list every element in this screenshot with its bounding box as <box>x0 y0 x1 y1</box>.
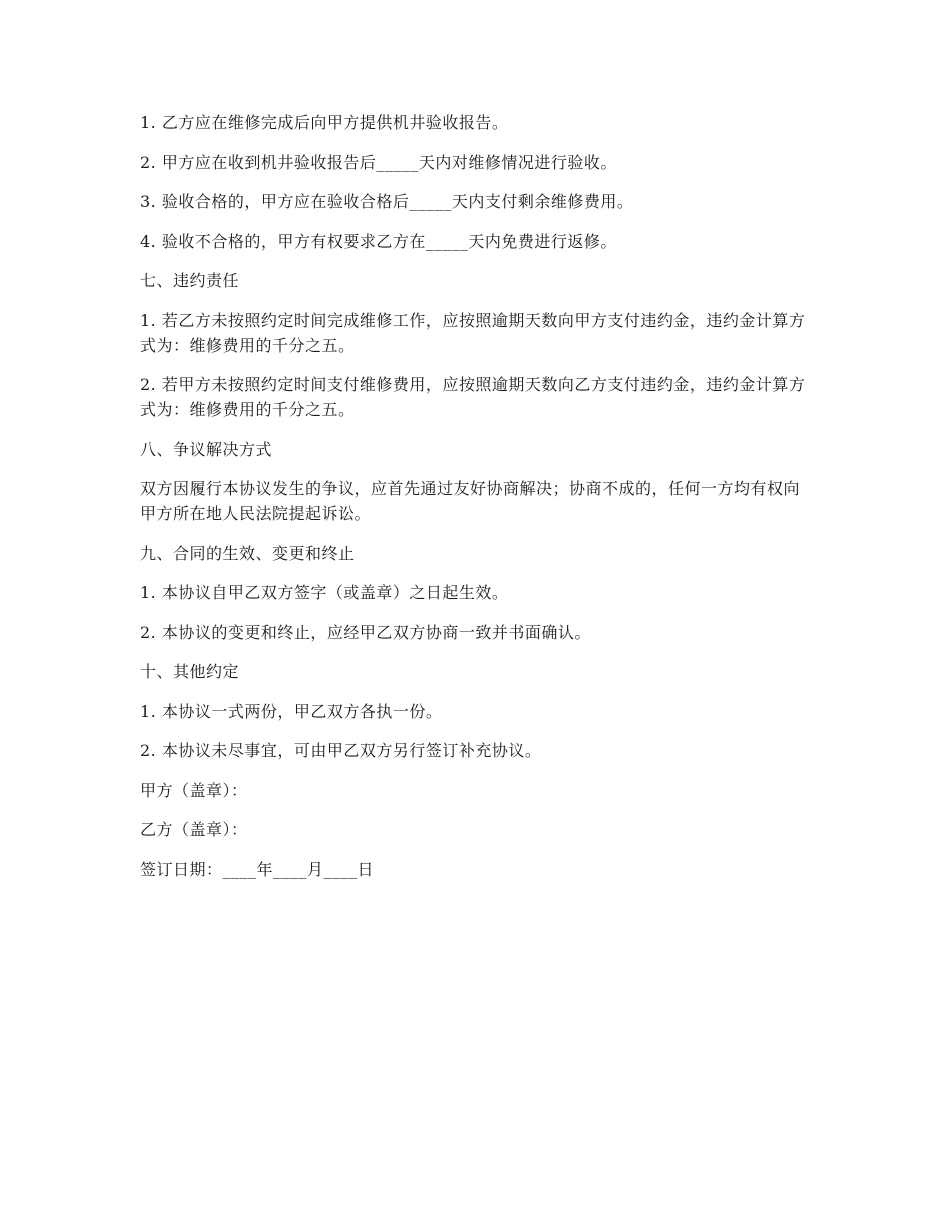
party-a-seal-line: 甲方（盖章）： <box>140 780 248 800</box>
section-heading-liability: 七、违约责任 <box>140 271 240 290</box>
clause-effect-2: 2. 本协议的变更和终止，应经甲乙双方协商一致并书面确认。 <box>140 622 591 642</box>
clause-other-1: 1. 本协议一式两份，甲乙双方各执一份。 <box>140 701 443 721</box>
section-heading-other: 十、其他约定 <box>140 662 240 681</box>
document-body <box>140 110 810 896</box>
clause-acceptance-2: 2. 甲方应在收到机井验收报告后_____天内对维修情况进行验收。 <box>140 152 617 172</box>
clause-acceptance-4: 4. 验收不合格的，甲方有权要求乙方在_____天内免费进行返修。 <box>140 231 617 251</box>
section-heading-dispute: 八、争议解决方式 <box>140 439 273 459</box>
section-heading-effect: 九、合同的生效、变更和终止 <box>140 543 355 563</box>
party-b-seal-line: 乙方（盖章）： <box>140 820 248 839</box>
clause-liability-2: 2. 若甲方未按照约定时间支付维修费用，应按照逾期天数向乙方支付违约金，违约金计算方式为：维修费用的千分之五。 <box>140 375 806 419</box>
signing-date-line: 签订日期：____年____月____日 <box>140 859 375 879</box>
clause-acceptance-3: 3. 验收合格的，甲方应在验收合格后_____天内支付剩余维修费用。 <box>140 192 634 211</box>
clause-other-2: 2. 本协议未尽事宜，可由甲乙双方另行签订补充协议。 <box>140 741 542 760</box>
clause-dispute: 双方因履行本协议发生的争议，应首先通过友好协商解决；协商不成的，任何一方均有权向甲方所在地人民法院提起诉讼。 <box>140 479 801 523</box>
clause-effect-1: 1. 本协议自甲乙双方签字（或盖章）之日起生效。 <box>140 583 509 602</box>
clause-liability-1: 1. 若乙方未按照约定时间完成维修工作，应按照逾期天数向甲方支付违约金，违约金计算方式为：维修费用的千分之五。 <box>140 310 806 355</box>
clause-acceptance-1: 1. 乙方应在维修完成后向甲方提供机井验收报告。 <box>140 113 509 132</box>
